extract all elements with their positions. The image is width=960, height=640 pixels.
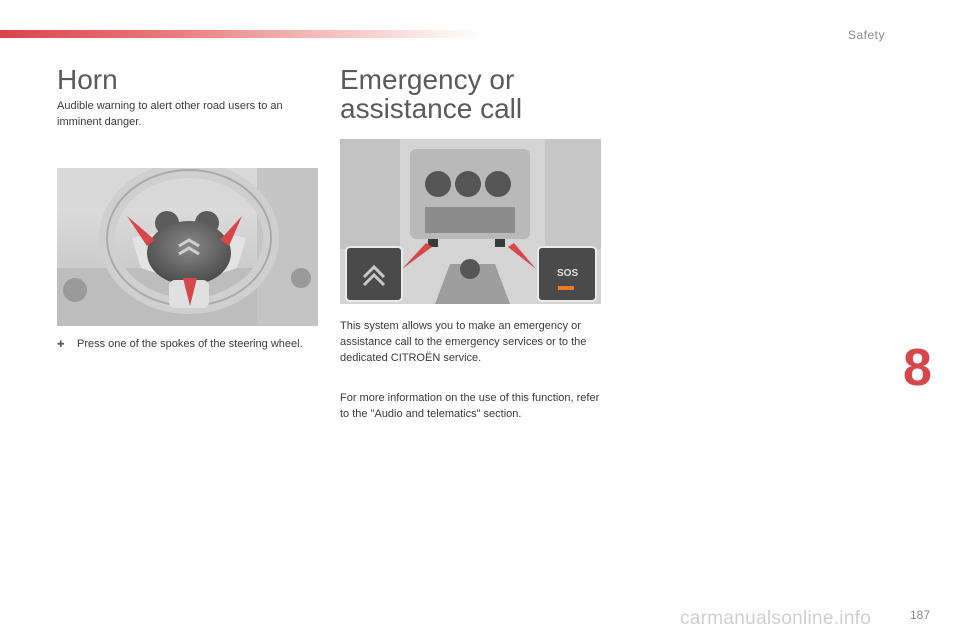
steering-wheel-illustration — [57, 168, 318, 326]
sos-button-label: SOS — [557, 268, 579, 279]
horn-instruction — [57, 336, 317, 352]
watermark: carmanualsonline.info — [680, 608, 872, 629]
chapter-number: 8 — [903, 339, 932, 397]
emergency-buttons-illustration — [340, 139, 601, 304]
bullet-icon: ✚ — [57, 339, 65, 349]
section-label: Safety — [847, 28, 885, 42]
page-number: 187 — [909, 608, 930, 622]
horn-instruction-text: Press one of the spokes of the steering wheel. — [77, 338, 303, 350]
emergency-description: This system allows you to make an emergency or assistance call to the emergency services or to the dedicated CITROËN service. — [340, 320, 587, 364]
emergency-title: Emergency or assistance call — [340, 64, 523, 124]
horn-intro: Audible warning to alert other road users to an imminent danger. — [57, 100, 283, 128]
emergency-more-info: For more information on the use of this function, refer to the "Audio and telematics" section. — [340, 392, 600, 420]
horn-title: Horn — [57, 64, 118, 95]
header-accent-bar — [0, 30, 480, 38]
